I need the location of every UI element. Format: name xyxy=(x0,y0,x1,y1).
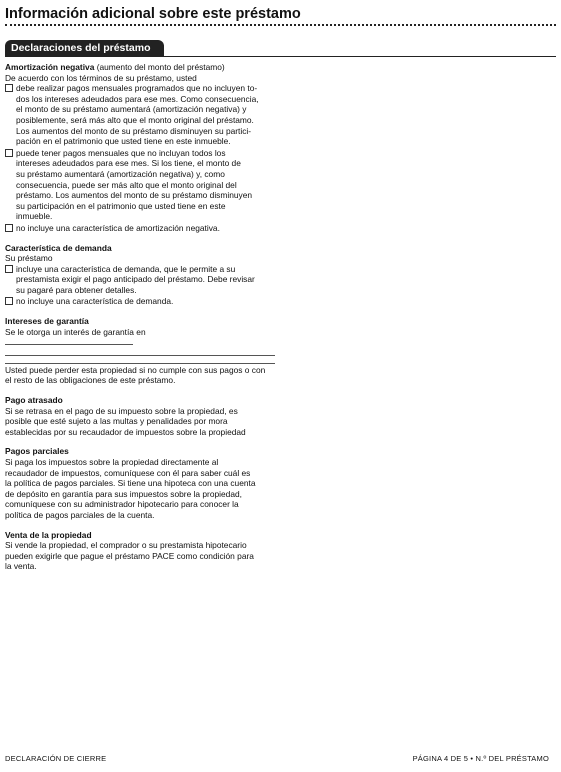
demand-feature-section xyxy=(5,243,275,308)
demand-feature-option-1: incluye una característica de demanda, que le permite a su prestamista exigir el pago anticipado del préstamo. Debe revisar su pagaré para obtener detalles. xyxy=(5,264,275,296)
partial-payments-heading: Pagos parciales xyxy=(5,446,69,457)
negative-amortization-note: (aumento del monto del préstamo) xyxy=(96,62,225,72)
demand-feature-intro: Su préstamo xyxy=(5,253,53,264)
security-interest-field[interactable] xyxy=(5,337,133,345)
security-interest-field-line-3[interactable] xyxy=(5,363,275,364)
negative-amortization-heading: Amortización negativa (aumento del monto del préstamo) xyxy=(5,62,225,72)
sale-of-property-heading: Venta de la propiedad xyxy=(5,529,92,540)
partial-payments-section: Pagos parciales Si paga los impuestos sobre la propiedad directamente al recaudador de impuestos, comuníquese con él para saber cuál es la política de pagos parciales. Si tiene una hipoteca con una cuenta de depósito en garantía para sus impuestos sobre la propiedad, comuníquese con su administrador hipotecario para conocer la política de pagos parciales de la cuenta. xyxy=(5,446,275,520)
demand-feature-heading: Característica de demanda xyxy=(5,242,112,253)
negative-amortization-option-1: debe realizar pagos mensuales programados que no incluyen to- dos los intereses adeudados para ese mes. Como consecuencia, el monto de su préstamo aumentará (amortización negativa) y posiblemente, será más alto que el monto original del préstamo. Los aumentos del monto de su préstamo disminuyen su partici- pación en el patrimonio que usted tiene en este inmueble. xyxy=(5,83,275,147)
checkbox[interactable] xyxy=(5,297,13,305)
title-divider xyxy=(5,24,556,26)
late-payment-heading: Pago atrasado xyxy=(5,395,63,406)
section-divider xyxy=(5,56,556,57)
late-payment-section: Pago atrasado Si se retrasa en el pago de su impuesto sobre la propiedad, es posible que esté sujeto a las multas y penalidades por mora establecidas por su recaudador de impuestos sobre la propiedad xyxy=(5,395,275,437)
negative-amortization-section xyxy=(5,62,275,234)
section-tab-loan-disclosures: Declaraciones del préstamo xyxy=(5,40,164,56)
footer-page-number: PÁGINA 4 DE 5 • N.º DEL PRÉSTAMO xyxy=(412,754,549,763)
page-title: Información adicional sobre este préstamo xyxy=(5,6,301,22)
checkbox[interactable] xyxy=(5,224,13,232)
security-interest-heading: Intereses de garantía xyxy=(5,316,89,327)
checkbox[interactable] xyxy=(5,265,13,273)
security-interest-field-line-2[interactable] xyxy=(5,355,275,356)
security-interest-line: Se le otorga un interés de garantía en xyxy=(5,327,275,348)
demand-feature-option-2: no incluye una característica de demanda. xyxy=(5,296,275,307)
checkbox[interactable] xyxy=(5,84,13,92)
footer-document-name: DECLARACIÓN DE CIERRE xyxy=(5,754,107,763)
negative-amortization-intro: De acuerdo con los términos de su préstamo, usted xyxy=(5,72,197,83)
disclosures-content xyxy=(5,62,275,581)
security-interest-section: Intereses de garantía Se le otorga un interés de garantía en Usted puede perder esta propiedad si no cumple con sus pagos o con el resto de las obligaciones de este préstamo. xyxy=(5,316,275,386)
sale-of-property-section: Venta de la propiedad Si vende la propiedad, el comprador o su prestamista hipotecario pueden exigirle que pague el préstamo PACE como condición para la venta. xyxy=(5,530,275,572)
negative-amortization-option-3: no incluye una característica de amortización negativa. xyxy=(5,223,275,234)
negative-amortization-option-2: puede tener pagos mensuales que no incluyan todos los intereses adeudados para ese mes. Si los tiene, el monto de su préstamo aumentará (amortización negativa) y, como consecuencia, puede ser más alto que el monto original del préstamo. Los aumentos del monto de su préstamo disminuyen su participación en el patrimonio que usted tiene en este inmueble. xyxy=(5,148,275,222)
checkbox[interactable] xyxy=(5,149,13,157)
